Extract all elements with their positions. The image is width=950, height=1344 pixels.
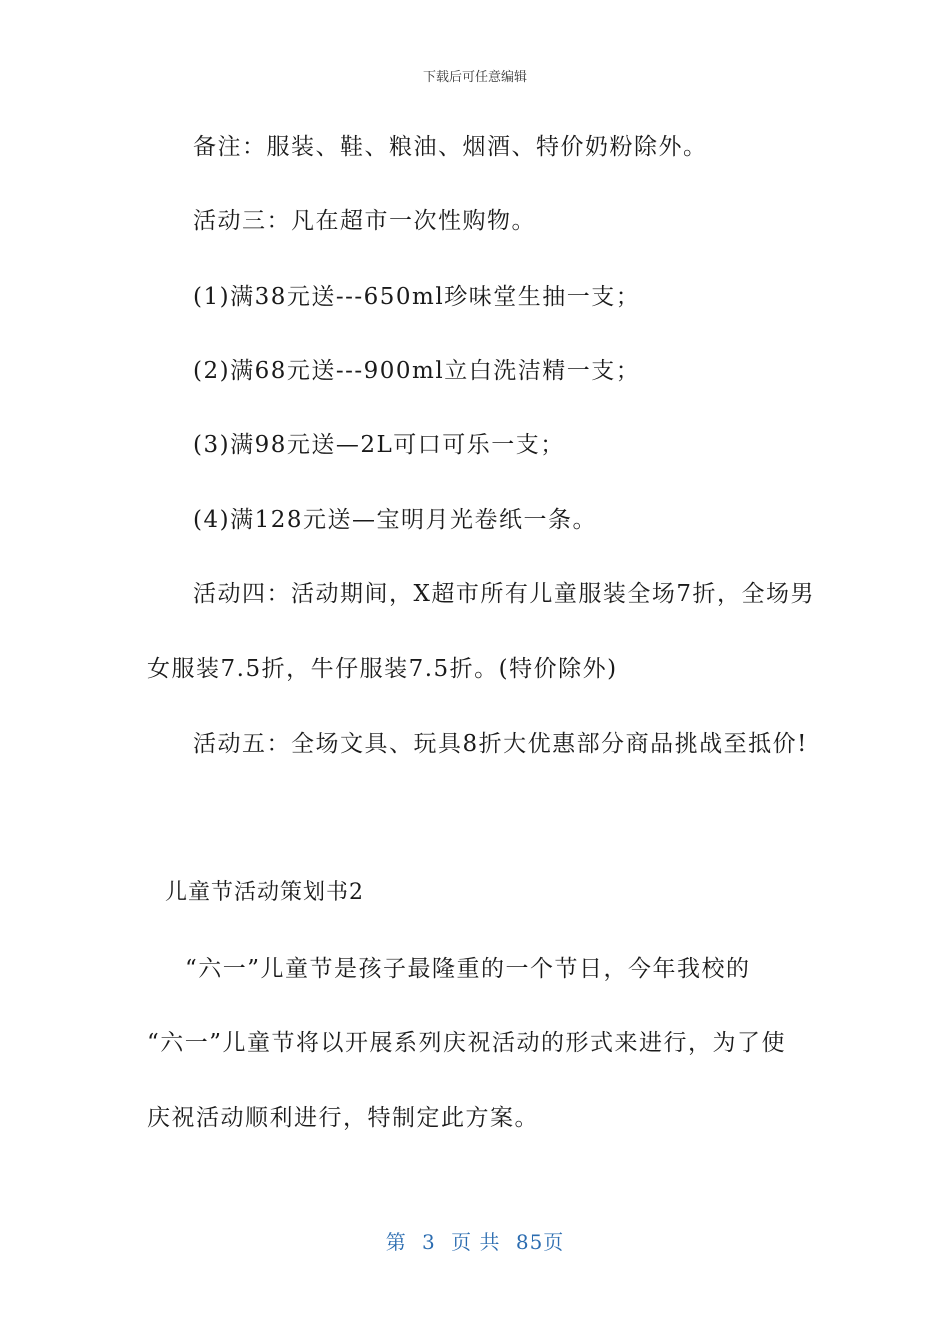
footer-total-pages: 85页 bbox=[515, 1230, 565, 1254]
paragraph-line: 活动四：活动期间，X超市所有儿童服装全场7折，全场男 bbox=[193, 581, 816, 607]
footer-middle: 页 共 bbox=[451, 1230, 501, 1254]
paragraph-line: 活动三：凡在超市一次性购物。 bbox=[193, 208, 536, 234]
paragraph-line: 女服装7.5折，牛仔服装7.5折。(特价除外) bbox=[147, 656, 618, 682]
paragraph-line: “六一”儿童节将以开展系列庆祝活动的形式来进行，为了使 bbox=[147, 1030, 787, 1056]
paragraph-line: (2)满68元送---900ml立白洗洁精一支； bbox=[193, 358, 641, 384]
paragraph-line: 备注：服装、鞋、粮油、烟酒、特价奶粉除外。 bbox=[193, 134, 708, 160]
footer-prefix: 第 bbox=[385, 1230, 407, 1254]
paragraph-line: 活动五：全场文具、玩具8折大优惠部分商品挑战至抵价! bbox=[193, 731, 808, 757]
header-note: 下载后可任意编辑 bbox=[422, 70, 527, 85]
page-footer bbox=[0, 1226, 950, 1255]
paragraph-line: (3)满98元送—2L可口可乐一支； bbox=[193, 432, 565, 458]
paragraph-line: “六一”儿童节是孩子最隆重的一个节日，今年我校的 bbox=[185, 956, 751, 982]
section-title: 儿童节活动策划书2 bbox=[165, 880, 364, 905]
footer-current-page: 3 bbox=[422, 1230, 436, 1254]
paragraph-line: 庆祝活动顺利进行，特制定此方案。 bbox=[147, 1105, 539, 1131]
paragraph-line: (4)满128元送—宝明月光卷纸一条。 bbox=[193, 507, 597, 533]
paragraph-line: (1)满38元送---650ml珍味堂生抽一支； bbox=[193, 284, 641, 310]
